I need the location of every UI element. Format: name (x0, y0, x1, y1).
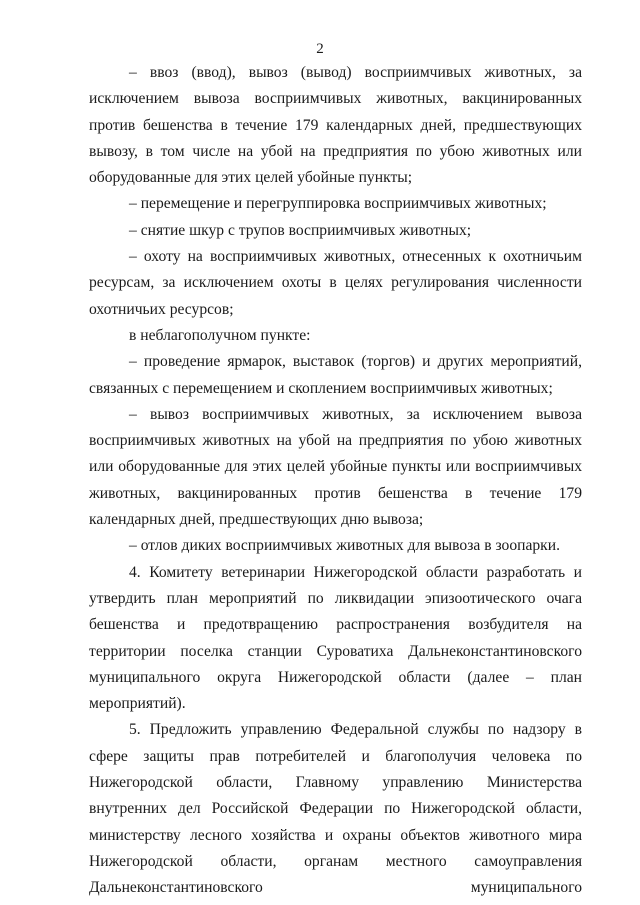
paragraph-item-5: 5. Предложить управлению Федеральной службы по надзору в сфере защиты прав потребителей и благополучия человека по Нижегородской области, Главному управлению Министерства внутренних дел Российской Федерации по Нижегородской области, министерству лесного хозяйства и охраны объектов животного мира Нижегородской области, органам местного самоуправления Дальнеконстантиновского муниципального (89, 721, 582, 897)
paragraph-movement-ban: – перемещение и перегруппировка восприимчивых животных; (129, 195, 547, 213)
paragraph-capture-ban: – отлов диких восприимчивых животных для вывоза в зоопарки. (129, 537, 560, 555)
paragraph-fairs-ban: – проведение ярмарок, выставок (торгов) и других мероприятий, связанных с перемещением и скоплением восприимчивых животных; (89, 353, 582, 397)
paragraph-skinning-ban: – снятие шкур с трупов восприимчивых животных; (129, 221, 472, 239)
paragraph-item-4: 4. Комитету ветеринарии Нижегородской области разработать и утвердить план мероприятий по ликвидации эпизоотического очага бешенства и предотвращению распространения возбудителя на территории поселка станции Суроватиха Дальнеконстантиновского муниципального округа Нижегородской области (далее – план мероприятий). (89, 563, 582, 713)
page-number: 2 (316, 41, 324, 57)
paragraph-import-export-ban: – ввоз (ввод), вывоз (вывод) восприимчивых животных, за исключением вывоза восприимчивых животных, вакцинированных против бешенства в течение 179 календарных дней, предшествующих вывозу, в том числе на убой на предприятия по убою животных или оборудованные для этих целей убойные пункты; (89, 64, 582, 187)
paragraph-export-ban: – вывоз восприимчивых животных, за исключением вывоза восприимчивых животных на убой на предприятия по убою животных или оборудованные для этих целей убойные пункты или восприимчивых животных, вакцинированных против бешенства в течение 179 календарных дней, предшествующих дню вывоза; (89, 405, 582, 529)
paragraph-infected-point-heading: в неблагополучном пункте: (129, 326, 311, 344)
document-body (89, 60, 582, 902)
paragraph-hunting-ban: – охоту на восприимчивых животных, отнесенных к охотничьим ресурсам, за исключением охоты в целях регулирования численности охотничьих ресурсов; (89, 248, 582, 318)
